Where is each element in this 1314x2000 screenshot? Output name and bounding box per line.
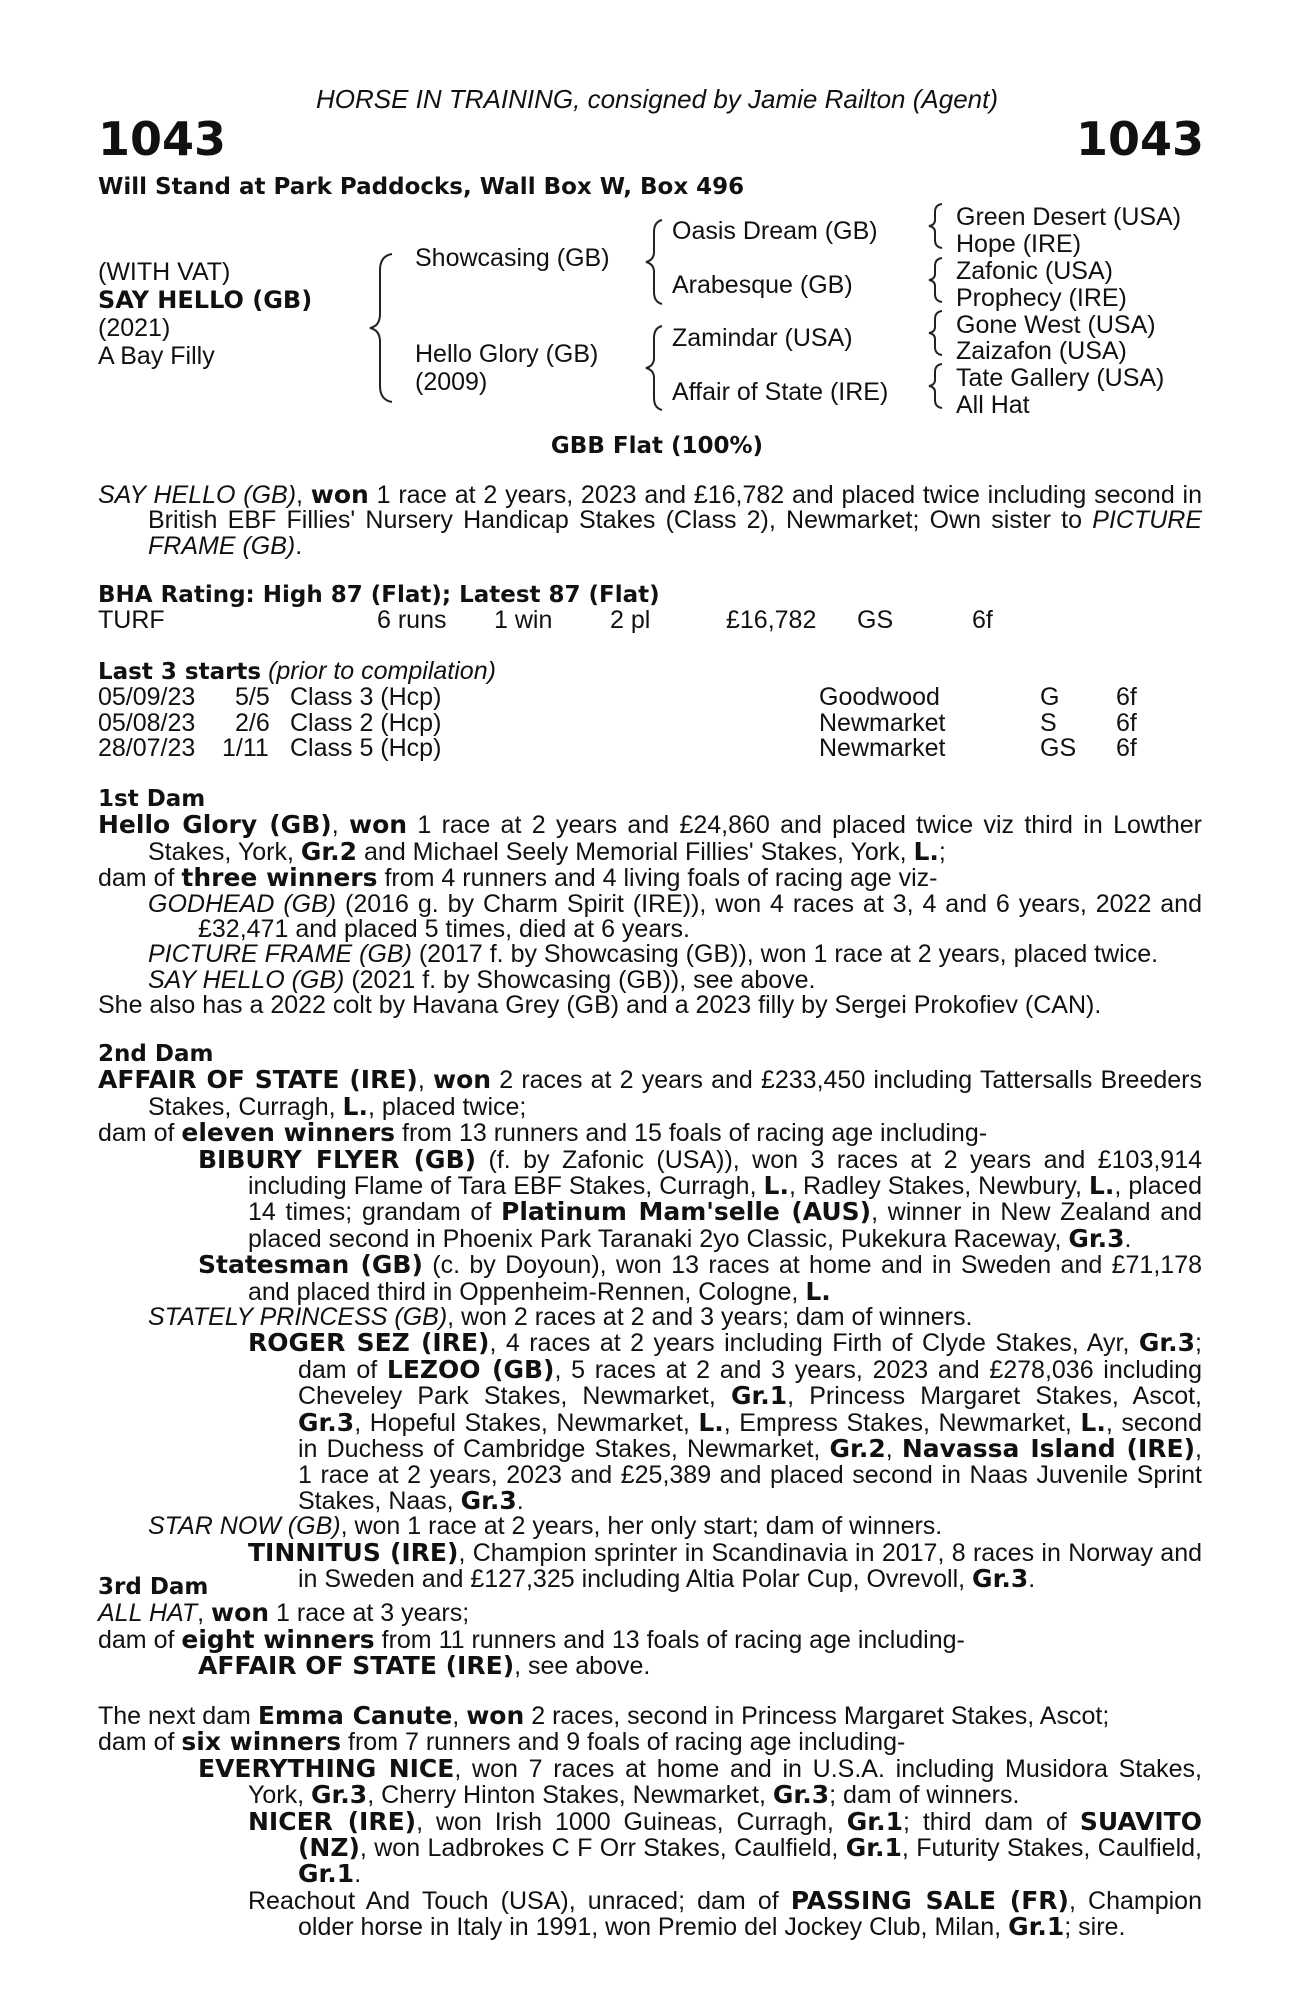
progeny-text: , Champion older horse in Italy in 1991, won Premio del Jockey Club, Milan, <box>298 1886 1202 1942</box>
first-dam-section: 1st Dam Hello Glory (GB), won 1 race at 2 years and £24,860 and placed twice viz third in Lowther Stakes, York, Gr.2 and Michael Seely Memorial Fillies' Stakes, York, L.; dam of three winners from 4 runners and 4 living foals of racing age viz- GODHEAD (GB) (2016 g. by Charm Spirit (IRE)), won 4 races at 3, 4 and 6 years, 2022 and £32,471 and placed 5 times, died at 6 years. PICTURE FRAME (GB) (2017 f. by Showcasing (GB)), won 1 race at 2 years, placed twice. SAY HELLO (GB) (2021 f. by Showcasing (GB)), see above. She also has a 2022 colt by Havana Grey (GB) and a 2023 filly by Sergei Prokofiev (CAN). <box>98 786 1203 1020</box>
rating-going: GS <box>857 606 894 635</box>
start-row <box>98 685 1202 710</box>
second-dam-heading: 2nd Dam <box>98 1041 214 1067</box>
first-dam-heading: 1st Dam <box>98 786 206 812</box>
sire-name: Showcasing (GB) <box>415 244 610 272</box>
last-starts-note: (prior to compilation) <box>268 657 496 685</box>
next-dam-won: won <box>466 1701 525 1730</box>
progeny-text: (2021 f. by Showcasing (GB)), see above. <box>344 965 816 994</box>
dam-year: (2009) <box>415 368 488 396</box>
grade-label: Gr.3 <box>1138 1328 1196 1358</box>
horse-name: SAY HELLO (GB) <box>98 286 313 314</box>
start-class: Class 5 (Hcp) <box>290 734 442 763</box>
dam-of-suffix: from 4 runners and 4 living foals of racing age viz- <box>377 864 938 893</box>
lot-number-left: 1043 <box>98 112 227 166</box>
start-going: GS <box>1040 734 1077 763</box>
start-date: 28/07/23 <box>98 734 196 763</box>
progeny-text: . <box>1028 1565 1036 1594</box>
summary-text: 1 race at 2 years, 2023 and £16,782 and placed twice including second in British EBF Fillies' Nursery Handicap Stakes (Class 2), Newmarket; Own sister to <box>148 481 1202 535</box>
grade-label: Gr.1 <box>730 1381 788 1411</box>
progeny-text: , Princess Margaret Stakes, Ascot, <box>787 1382 1202 1411</box>
progeny-name: EVERYTHING NICE <box>198 1753 455 1783</box>
dam-sire: Zamindar (USA) <box>672 324 853 352</box>
grade-label: Gr.3 <box>972 1564 1029 1594</box>
dam-of-prefix: dam of <box>98 1728 182 1757</box>
gg-8: All Hat <box>956 391 1030 419</box>
progeny-name: SUAVITO (NZ) <box>298 1806 1202 1863</box>
third-dam-text: 1 race at 3 years; <box>269 1599 470 1628</box>
grade-label: Gr.1 <box>1008 1912 1065 1942</box>
progeny-name: GODHEAD (GB) <box>148 889 337 918</box>
dam-name: Hello Glory (GB) <box>415 340 599 368</box>
start-going: G <box>1040 683 1060 712</box>
start-distance: 6f <box>1116 683 1137 712</box>
progeny-name: NICER (IRE) <box>248 1806 417 1836</box>
listed-label: L. <box>342 1091 368 1121</box>
progeny-name: TINNITUS (IRE) <box>248 1537 459 1567</box>
next-dam-section: The next dam Emma Canute, won 2 races, second in Princess Margaret Stakes, Ascot; dam of six winners from 7 runners and 9 foals of racing age including- EVERYTHING NICE, won 7 races at home and in U.S.A. including Musidora Stakes, York, Gr.3, Cherry Hinton Stakes, Newmarket, Gr.3; dam of winners. NICER (IRE), won Irish 1000 Guineas, Curragh, Gr.1; third dam of SUAVITO (NZ), won Ladbrokes C F Orr Stakes, Caulfield, Gr.1, Futurity Stakes, Caulfield, Gr.1. Reachout And Touch (USA), unraced; dam of PASSING SALE (FR), Champion older horse in Italy in 1991, won Premio del Jockey Club, Milan, Gr.1; sire. <box>98 1701 1202 1942</box>
gg-7: Tate Gallery (USA) <box>956 364 1165 392</box>
progeny-text: , <box>885 1435 902 1464</box>
sire-dam: Arabesque (GB) <box>672 271 853 299</box>
grade-label: Gr.1 <box>298 1859 355 1889</box>
start-position: 5/5 <box>235 683 270 712</box>
dam-brace <box>638 320 668 416</box>
progeny-text: , Empress Stakes, Newmarket, <box>723 1408 1081 1437</box>
grade-label: Gr.2 <box>300 836 358 866</box>
progeny-text: (2016 g. by Charm Spirit (IRE)), won 4 races at 3, 4 and 6 years, 2022 and £32,471 and placed 5 times, died at 6 years. <box>198 889 1202 944</box>
progeny-text: , won Ladbrokes C F Orr Stakes, Caulfield, <box>359 1834 846 1863</box>
horse-year: (2021) <box>98 314 171 342</box>
progeny-text: . <box>516 1486 524 1515</box>
second-dam-section: 2nd Dam AFFAIR OF STATE (IRE), won 2 races at 2 years and £233,450 including Tattersalls Breeders Stakes, Curragh, L., placed twice; dam of eleven winners from 13 runners and 15 foals of racing age including- BIBURY FLYER (GB) (f. by Zafonic (USA)), won 3 races at 2 years and £103,914 including Flame of Tara EBF Stakes, Curragh, L., Radley Stakes, Newbury, L., placed 14 times; grandam of Platinum Mam'selle (AUS), winner in New Zealand and placed second in Phoenix Park Taranaki 2yo Classic, Pukekura Raceway, Gr.3. Statesman (GB) (c. by Doyoun), won 13 races at home and in Sweden and £71,178 and placed third in Oppenheim-Rennen, Cologne, L. STATELY PRINCESS (GB), won 2 races at 2 and 3 years; dam of winners. ROGER SEZ (IRE), 4 races at 2 years including Firth of Clyde Stakes, Ayr, Gr.3; dam of LEZOO (GB), 5 races at 2 and 3 years, 2023 and £278,036 including Cheveley Park Stakes, Newmarket, Gr.1, Princess Margaret Stakes, Ascot, Gr.3, Hopeful Stakes, Newmarket, L., Empress Stakes, Newmarket, L., second in Duchess of Cambridge Stakes, Newmarket, Gr.2, Navassa Island (IRE), 1 race at 2 years, 2023 and £25,389 and placed second in Naas Juvenile Sprint Stakes, Naas, Gr.3. STAR NOW (GB), won 1 race at 2 years, her only start; dam of winners. TINNITUS (IRE), Champion sprinter in Scandinavia in 2017, 8 races in Norway and in Sweden and £127,325 including Altia Polar Cup, Ovrevoll, Gr.3. <box>98 1041 1203 1594</box>
first-dam-won: won <box>348 810 408 840</box>
progeny-text: . <box>354 1860 362 1889</box>
progeny-text: , second in Duchess of Cambridge Stakes, Newmarket, <box>298 1408 1202 1464</box>
start-date: 05/09/23 <box>98 683 196 712</box>
progeny-text: , won Irish 1000 Guineas, Curragh, <box>416 1807 847 1836</box>
listed-label: L. <box>1080 1407 1106 1437</box>
progeny-text: (f. by Zafonic (USA)), won 3 races at 2 years and £103,914 including Flame of Tara EBF Stakes, Curragh, <box>248 1145 1203 1201</box>
grade-label: Gr.3 <box>460 1485 517 1515</box>
start-class: Class 3 (Hcp) <box>290 683 442 712</box>
rating-placed: 2 pl <box>610 606 651 635</box>
horse-brace <box>360 248 400 408</box>
progeny-text: , winner in New Zealand and placed second in Phoenix Park Taranaki 2yo Classic, Pukekura Raceway, <box>248 1198 1202 1253</box>
gbb-rating: GBB Flat (100%) <box>550 433 764 459</box>
listed-label: L. <box>698 1407 724 1437</box>
start-date: 05/08/23 <box>98 708 196 737</box>
progeny-name: Platinum Mam'selle (AUS) <box>501 1197 872 1227</box>
progeny-text: Reachout And Touch (USA), unraced; dam of <box>248 1886 791 1915</box>
horse-info <box>98 258 312 370</box>
progeny-text: , see above. <box>514 1652 651 1681</box>
progeny-text: , Hopeful Stakes, Newmarket, <box>354 1408 699 1437</box>
rating-wins: 1 win <box>494 606 553 635</box>
listed-label: L. <box>805 1276 831 1306</box>
third-dam-section: 3rd Dam ALL HAT, won 1 race at 3 years; dam of eight winners from 11 runners and 13 foals of racing age including- AFFAIR OF STATE (IRE), see above. <box>98 1575 1202 1680</box>
first-dam-name: Hello Glory (GB) <box>98 810 332 840</box>
sire-brace <box>638 214 668 310</box>
progeny-text: ; third dam of <box>902 1807 1080 1836</box>
progeny-text: , 5 races at 2 and 3 years, 2023 and £278,036 including Cheveley Park Stakes, Newmarket, <box>298 1355 1202 1411</box>
vat-note: (WITH VAT) <box>98 258 231 286</box>
grade-label: Gr.3 <box>772 1780 830 1810</box>
progeny-name: Statesman (GB) <box>198 1250 423 1280</box>
dam-of-suffix: from 7 runners and 9 foals of racing age including- <box>341 1728 906 1757</box>
dam-of-prefix: dam of <box>98 1119 182 1148</box>
lot-number-right: 1043 <box>1075 112 1204 166</box>
progeny-text: , Futurity Stakes, Caulfield, <box>901 1834 1202 1863</box>
gg-5: Gone West (USA) <box>956 311 1156 339</box>
third-dam-heading: 3rd Dam <box>98 1574 209 1600</box>
first-dam-text: 1 race at 2 years and £24,860 and placed twice viz third in Lowther Stakes, York, <box>148 811 1203 866</box>
rating-heading: BHA Rating: High 87 (Flat); Latest 87 (Flat) <box>98 582 660 608</box>
last-starts-heading: Last 3 starts <box>98 659 262 685</box>
progeny-text: , Cherry Hinton Stakes, Newmarket, <box>367 1781 773 1810</box>
dam-of-prefix: dam of <box>98 1625 182 1654</box>
winners-count: six winners <box>181 1727 342 1757</box>
progeny-name: PASSING SALE (FR) <box>790 1885 1069 1915</box>
start-course: Newmarket <box>819 708 946 737</box>
gg-6: Zaizafon (USA) <box>956 337 1127 365</box>
start-distance: 6f <box>1116 708 1137 737</box>
progeny-name: AFFAIR OF STATE (IRE) <box>198 1651 515 1681</box>
progeny-name: SAY HELLO (GB) <box>148 965 345 994</box>
first-dam-also: She also has a 2022 colt by Havana Grey (GB) and a 2023 filly by Sergei Prokofiev (CAN). <box>98 991 1102 1020</box>
second-dam-name: AFFAIR OF STATE (IRE) <box>98 1065 418 1095</box>
second-dam-text: 2 races at 2 years and £233,450 including Tattersalls Breeders Stakes, Curragh, <box>148 1066 1202 1121</box>
consignor-heading: HORSE IN TRAINING, consigned by Jamie Railton (Agent) <box>315 84 999 114</box>
winners-count: eleven winners <box>181 1118 396 1148</box>
progeny-text: , won 2 races at 2 and 3 years; dam of winners. <box>447 1303 973 1332</box>
progeny-text: , Radley Stakes, Newbury, <box>788 1172 1089 1201</box>
rating-earnings: £16,782 <box>726 606 817 635</box>
summary-end: . <box>295 531 303 560</box>
dam-dam: Affair of State (IRE) <box>672 378 889 406</box>
summary-horse-name: SAY HELLO (GB) <box>98 481 297 509</box>
progeny-name: STATELY PRINCESS (GB) <box>148 1303 448 1332</box>
second-dam-text: , placed twice; <box>367 1092 527 1121</box>
summary-paragraph: SAY HELLO (GB), won 1 race at 2 years, 2023 and £16,782 and placed twice including second in British EBF Fillies' Nursery Handicap Stakes (Class 2), Newmarket; Own sister to PICTURE FRAME (GB). <box>98 480 1202 560</box>
rating-distance: 6f <box>972 606 993 635</box>
second-dam-won: won <box>432 1065 492 1095</box>
start-row <box>98 736 1202 761</box>
rating-surface: TURF <box>98 606 165 635</box>
progeny-text: , 4 races at 2 years including Firth of Clyde Stakes, Ayr, <box>489 1329 1139 1358</box>
progeny-name: BIBURY FLYER (GB) <box>198 1144 477 1174</box>
next-dam-prefix: The next dam <box>98 1702 258 1730</box>
grade-label: Gr.3 <box>298 1407 355 1437</box>
grade-label: Gr.1 <box>846 1806 903 1836</box>
start-position: 2/6 <box>235 708 270 737</box>
progeny-name: PICTURE FRAME (GB) <box>148 940 412 969</box>
rating-row <box>98 608 1202 633</box>
progeny-text: (c. by Doyoun), won 13 races at home and in Sweden and £71,178 and placed third in Oppenheim-Rennen, Cologne, <box>248 1251 1202 1306</box>
gg-4: Prophecy (IRE) <box>956 284 1127 312</box>
progeny-name: Navassa Island (IRE) <box>901 1434 1196 1464</box>
start-position: 1/11 <box>222 734 269 763</box>
first-dam-text: ; <box>938 837 946 866</box>
sire-sire: Oasis Dream (GB) <box>672 217 878 245</box>
first-dam-text: and Michael Seely Memorial Fillies' Stakes, York, <box>357 837 914 866</box>
start-going: S <box>1040 708 1057 737</box>
grade-label: Gr.2 <box>829 1434 886 1464</box>
dam-of-suffix: from 13 runners and 15 foals of racing age including- <box>395 1119 988 1148</box>
gg-3: Zafonic (USA) <box>956 257 1113 285</box>
progeny-text: ; dam of winners. <box>829 1781 1020 1810</box>
next-dam-name: Emma Canute <box>257 1701 453 1730</box>
start-class: Class 2 (Hcp) <box>290 708 442 737</box>
horse-description: A Bay Filly <box>98 342 215 370</box>
third-dam-name: ALL HAT <box>98 1599 198 1628</box>
progeny-text: , Champion sprinter in Scandinavia in 2017, 8 races in Norway and in Sweden and £127,325 including Altia Polar Cup, Ovrevoll, <box>298 1538 1203 1594</box>
gg-1: Green Desert (USA) <box>956 203 1182 231</box>
stand-location: Will Stand at Park Paddocks, Wall Box W, Box 496 <box>98 174 745 200</box>
grade-label: Gr.3 <box>1068 1223 1125 1253</box>
grandparent-braces <box>920 200 950 420</box>
last-starts-block <box>98 659 1202 762</box>
start-row <box>98 708 1202 737</box>
gg-2: Hope (IRE) <box>956 230 1082 258</box>
rating-block <box>98 583 1202 634</box>
start-course: Goodwood <box>819 683 940 712</box>
progeny-text: , won 1 race at 2 years, her only start; dam of winners. <box>340 1512 943 1541</box>
listed-label: L. <box>763 1171 789 1201</box>
start-course: Newmarket <box>819 734 946 763</box>
summary-sister: PICTURE FRAME (GB) <box>148 506 1202 560</box>
progeny-text: ; sire. <box>1064 1913 1126 1942</box>
listed-label: L. <box>913 836 939 866</box>
progeny-text: , won 7 races at home and in U.S.A. including Musidora Stakes, York, <box>248 1754 1202 1810</box>
summary-won: won <box>310 480 369 509</box>
winners-count: three winners <box>181 863 378 893</box>
progeny-text: . <box>1124 1224 1132 1253</box>
progeny-text: (2017 f. by Showcasing (GB)), won 1 race at 2 years, placed twice. <box>411 940 1159 969</box>
progeny-text: , 1 race at 2 years, 2023 and £25,389 and placed second in Naas Juvenile Sprint Stakes, Naas, <box>298 1435 1202 1515</box>
listed-label: L. <box>1088 1171 1115 1201</box>
third-dam-won: won <box>211 1598 270 1628</box>
progeny-name: ROGER SEZ (IRE) <box>248 1328 490 1358</box>
dam-of-suffix: from 11 runners and 13 foals of racing age including- <box>374 1625 965 1654</box>
winners-count: eight winners <box>181 1624 375 1654</box>
grade-label: Gr.1 <box>845 1833 902 1863</box>
progeny-text: , placed 14 times; grandam of <box>248 1172 1202 1227</box>
progeny-name: LEZOO (GB) <box>386 1354 555 1384</box>
progeny-text: ; dam of <box>298 1329 1202 1384</box>
rating-runs: 6 runs <box>377 606 447 635</box>
progeny-name: STAR NOW (GB) <box>148 1512 341 1541</box>
grade-label: Gr.3 <box>311 1780 368 1810</box>
next-dam-text: 2 races, second in Princess Margaret Stakes, Ascot; <box>524 1702 1110 1730</box>
start-distance: 6f <box>1116 734 1137 763</box>
dam-of-prefix: dam of <box>98 864 182 893</box>
